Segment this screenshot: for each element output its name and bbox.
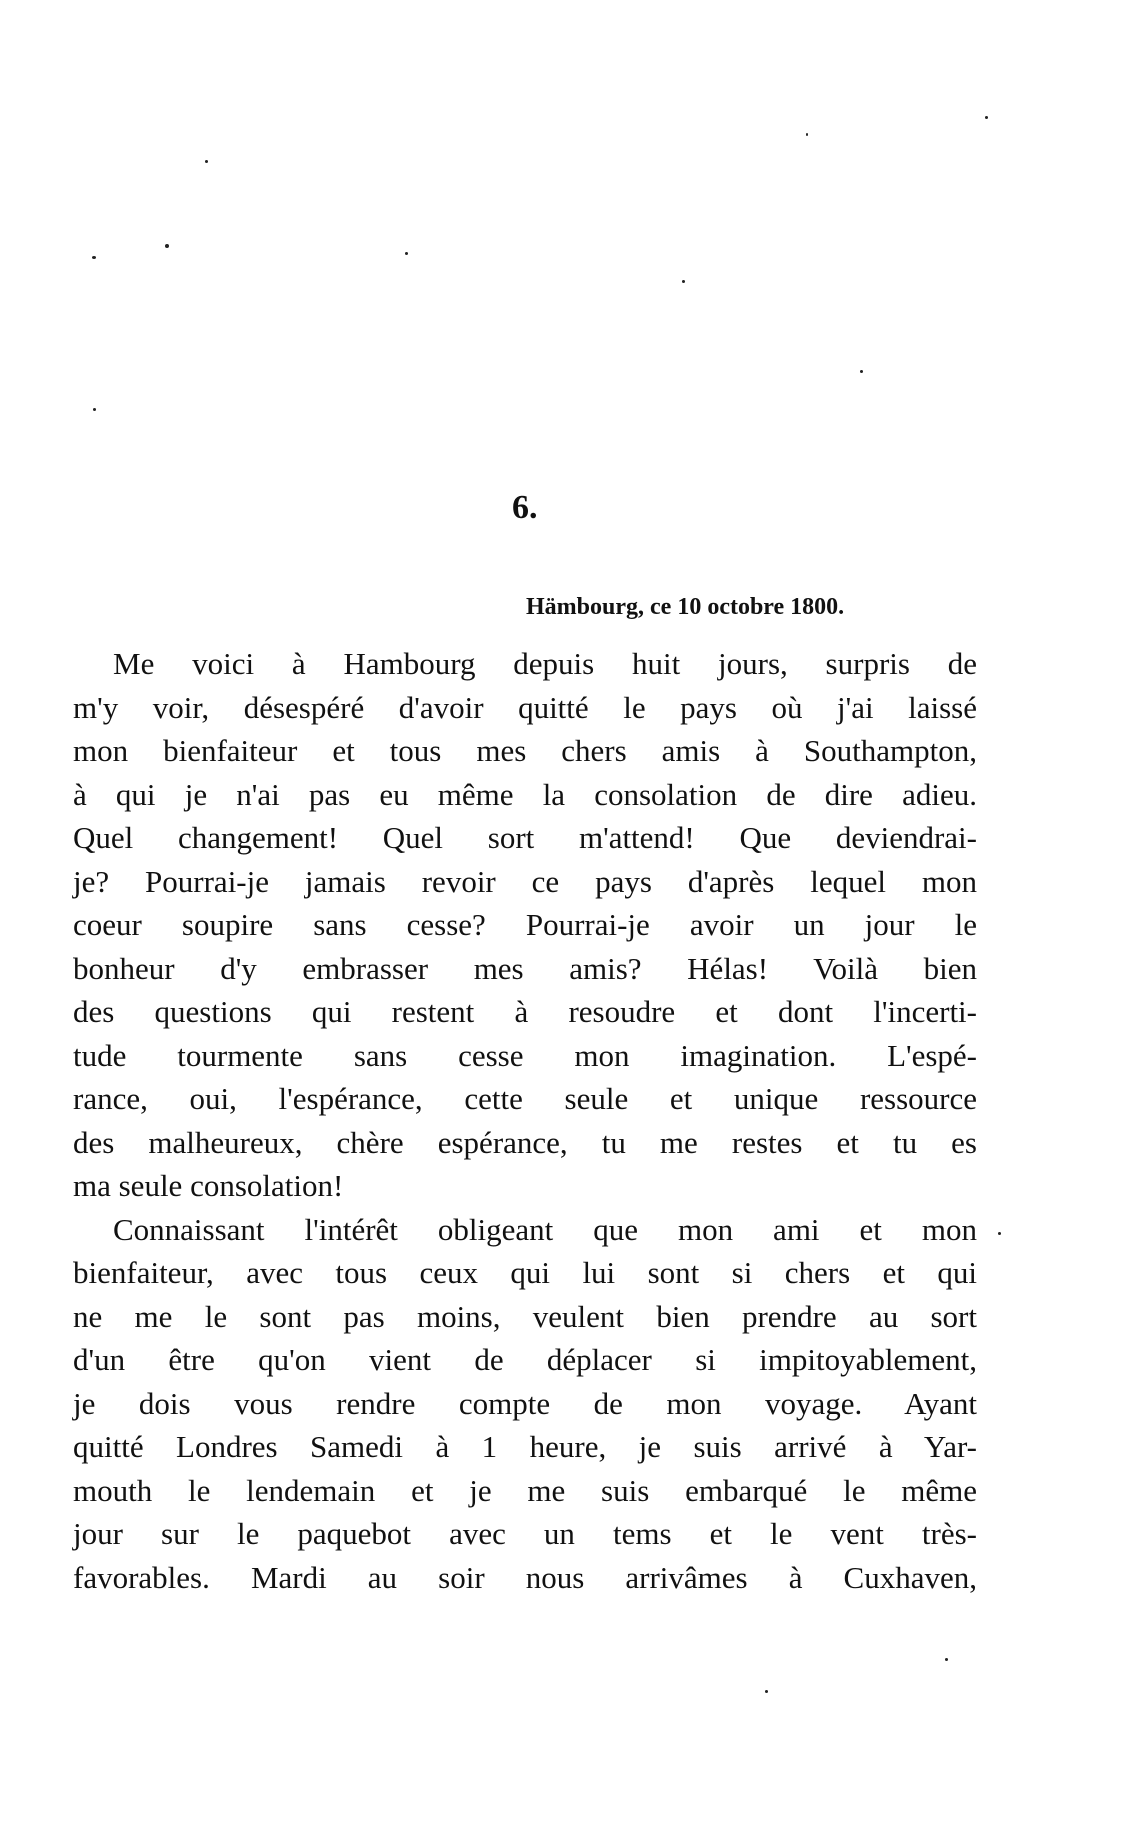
text-line: rance, oui, l'espérance, cette seule et unique ressource <box>73 1081 977 1116</box>
text-line: bonheur d'y embrasser mes amis? Hélas! Voilà bien <box>73 950 977 986</box>
dateline: Hämbourg, ce 10 octobre 1800. <box>526 594 845 620</box>
scan-speck <box>405 252 408 255</box>
scan-speck <box>205 160 208 163</box>
text-line: je? Pourrai-je jamais revoir ce pays d'après lequel mon <box>73 863 977 899</box>
letter-body <box>73 642 977 1599</box>
text-line: ma seule consolation! <box>73 1168 344 1203</box>
text-line: m'y voir, désespéré d'avoir quitté le pays où j'ai laissé <box>73 689 977 725</box>
text-line: quitté Londres Samedi à 1 heure, je suis arrivé à Yar- <box>73 1429 977 1464</box>
text-line: à qui je n'ai pas eu même la consolation de dire adieu. <box>73 776 977 812</box>
text-line: mouth le lendemain et je me suis embarqué le même <box>73 1472 977 1508</box>
scan-speck <box>682 280 685 283</box>
text-line: je dois vous rendre compte de mon voyage. Ayant <box>73 1385 977 1421</box>
text-line: des questions qui restent à resoudre et dont l'incerti- <box>73 994 977 1029</box>
text-line: ne me le sont pas moins, veulent bien prendre au sort <box>73 1298 977 1334</box>
text-line: Connaissant l'intérêt obligeant que mon ami et mon <box>113 1211 977 1247</box>
scan-speck <box>765 1690 768 1693</box>
text-line: jour sur le paquebot avec un tems et le vent très- <box>73 1516 977 1551</box>
text-line: mon bienfaiteur et tous mes chers amis à Southampton, <box>73 733 977 768</box>
scan-speck <box>165 244 169 248</box>
scan-speck <box>806 133 808 136</box>
text-line: coeur soupire sans cesse? Pourrai-je avoir un jour le <box>73 907 977 942</box>
text-line: des malheureux, chère espérance, tu me restes et tu es <box>73 1124 977 1160</box>
text-line: tude tourmente sans cesse mon imagination. L'espé- <box>73 1037 977 1073</box>
scan-speck <box>92 256 96 259</box>
text-line: Quel changement! Quel sort m'attend! Que deviendrai- <box>73 820 977 855</box>
scan-speck <box>945 1658 948 1661</box>
letter-number: 6. <box>512 489 538 526</box>
scan-speck <box>860 370 863 373</box>
text-line: favorables. Mardi au soir nous arrivâmes à Cuxhaven, <box>73 1559 977 1595</box>
scan-speck <box>93 408 96 411</box>
text-line: d'un être qu'on vient de déplacer si impitoyablement, <box>73 1342 977 1377</box>
text-line: Me voici à Hambourg depuis huit jours, surpris de <box>113 646 977 681</box>
text-line: bienfaiteur, avec tous ceux qui lui sont si chers et qui <box>73 1255 977 1290</box>
scan-speck <box>985 116 988 119</box>
scan-speck <box>998 1232 1001 1235</box>
